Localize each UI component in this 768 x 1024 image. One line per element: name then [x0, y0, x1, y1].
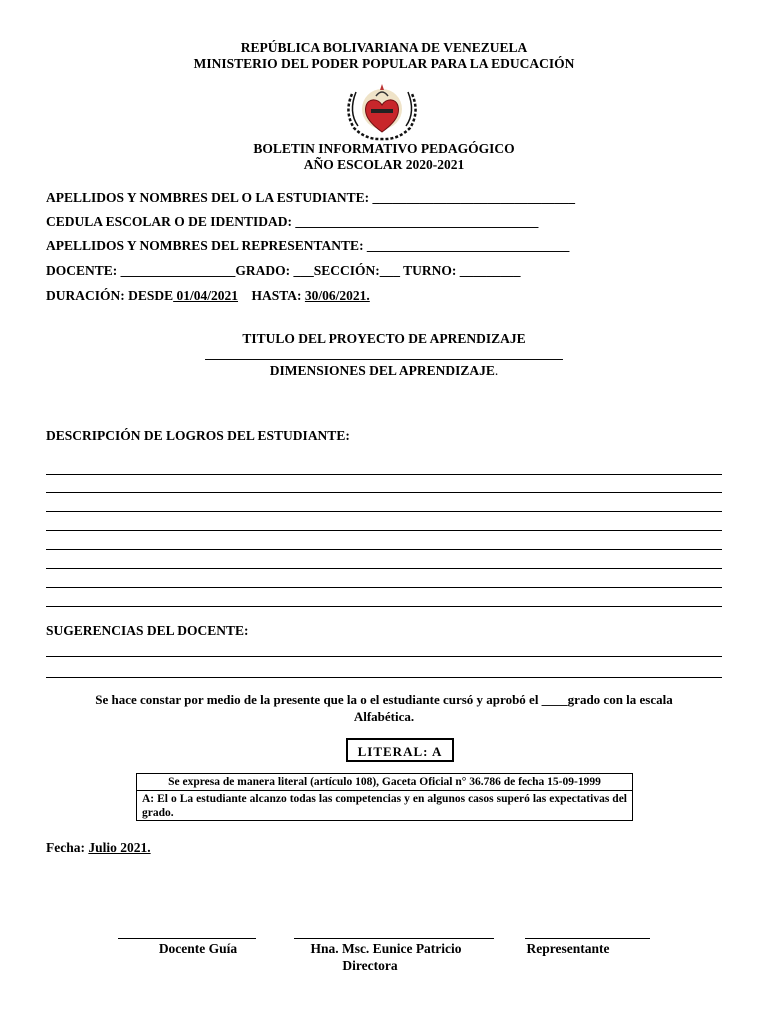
- header-ministry: MINISTERIO DEL PODER POPULAR PARA LA EDUCACIÓN: [193, 56, 575, 71]
- duration-to: 30/06/2021.: [304, 288, 370, 303]
- legend-row-a: A: El o La estudiante alcanzo todas las competencias y en algunos casos superó las expectativas del grado.: [142, 793, 627, 819]
- dimensions-text: DIMENSIONES DEL APRENDIZAJE: [269, 363, 495, 378]
- student-name-field[interactable]: APELLIDOS Y NOMBRES DEL O LA ESTUDIANTE: ______________________________: [46, 190, 575, 205]
- director-name: Hna. Msc. Eunice Patricio: [310, 941, 462, 956]
- achievements-line[interactable]: [46, 474, 722, 475]
- representative-signature-line[interactable]: [525, 938, 650, 939]
- project-title-label: TITULO DEL PROYECTO DE APRENDIZAJE: [242, 331, 526, 346]
- literal-grade-box: LITERAL: A: [346, 738, 454, 762]
- suggestions-line[interactable]: [46, 677, 722, 678]
- statement-line-1: Se hace constar por medio de la presente que la o el estudiante cursó y aprobó el ____grado con la escala: [95, 692, 673, 707]
- duration-label: DURACIÓN: DESDE: [46, 288, 174, 303]
- legend-row-header: Se expresa de manera literal (artículo 108), Gaceta Oficial n° 36.786 de fecha 15-09-1999: [137, 774, 632, 791]
- bulletin-title: BOLETIN INFORMATIVO PEDAGÓGICO: [253, 141, 515, 156]
- suggestions-line[interactable]: [46, 656, 722, 657]
- date-field: [46, 840, 151, 856]
- achievements-line[interactable]: [46, 530, 722, 531]
- dimensions-label: DIMENSIONES DEL APRENDIZAJE.: [269, 363, 499, 378]
- school-emblem-icon: [342, 82, 422, 142]
- cedula-field[interactable]: CEDULA ESCOLAR O DE IDENTIDAD: ____________________________________: [46, 214, 539, 229]
- achievements-label: DESCRIPCIÓN DE LOGROS DEL ESTUDIANTE:: [46, 428, 350, 443]
- header-republic: REPÚBLICA BOLIVARIANA DE VENEZUELA: [240, 40, 528, 55]
- date-label: Fecha:: [46, 840, 85, 855]
- director-signature-line[interactable]: [294, 938, 494, 939]
- date-value: Julio 2021.: [88, 840, 151, 855]
- duration-to-label: HASTA: [251, 288, 298, 303]
- achievements-line[interactable]: [46, 492, 722, 493]
- teacher-signature-line[interactable]: [118, 938, 256, 939]
- grade-legend-table: [136, 773, 633, 821]
- achievements-line[interactable]: [46, 549, 722, 550]
- achievements-line[interactable]: [46, 568, 722, 569]
- school-year: AÑO ESCOLAR 2020-2021: [303, 157, 465, 172]
- statement-line-2: Alfabética.: [353, 709, 415, 724]
- achievements-line[interactable]: [46, 587, 722, 588]
- teacher-grade-section-field[interactable]: DOCENTE: _________________GRADO: ___SECCIÓN:___ TURNO: _________: [46, 263, 521, 278]
- duration-field: DURACIÓN: DESDE 01/04/2021 HASTA: 30/06/2021.: [46, 288, 370, 303]
- teacher-signature-label: Docente Guía: [158, 941, 238, 956]
- director-role: Directora: [342, 958, 398, 973]
- achievements-line[interactable]: [46, 511, 722, 512]
- representative-signature-label: Representante: [526, 941, 610, 956]
- achievements-line[interactable]: [46, 606, 722, 607]
- project-title-blank[interactable]: _____________________________________________________: [205, 346, 563, 361]
- duration-from: 01/04/2021: [173, 288, 239, 303]
- suggestions-label: SUGERENCIAS DEL DOCENTE:: [46, 623, 249, 638]
- representative-name-field[interactable]: APELLIDOS Y NOMBRES DEL REPRESENTANTE: ______________________________: [46, 238, 570, 253]
